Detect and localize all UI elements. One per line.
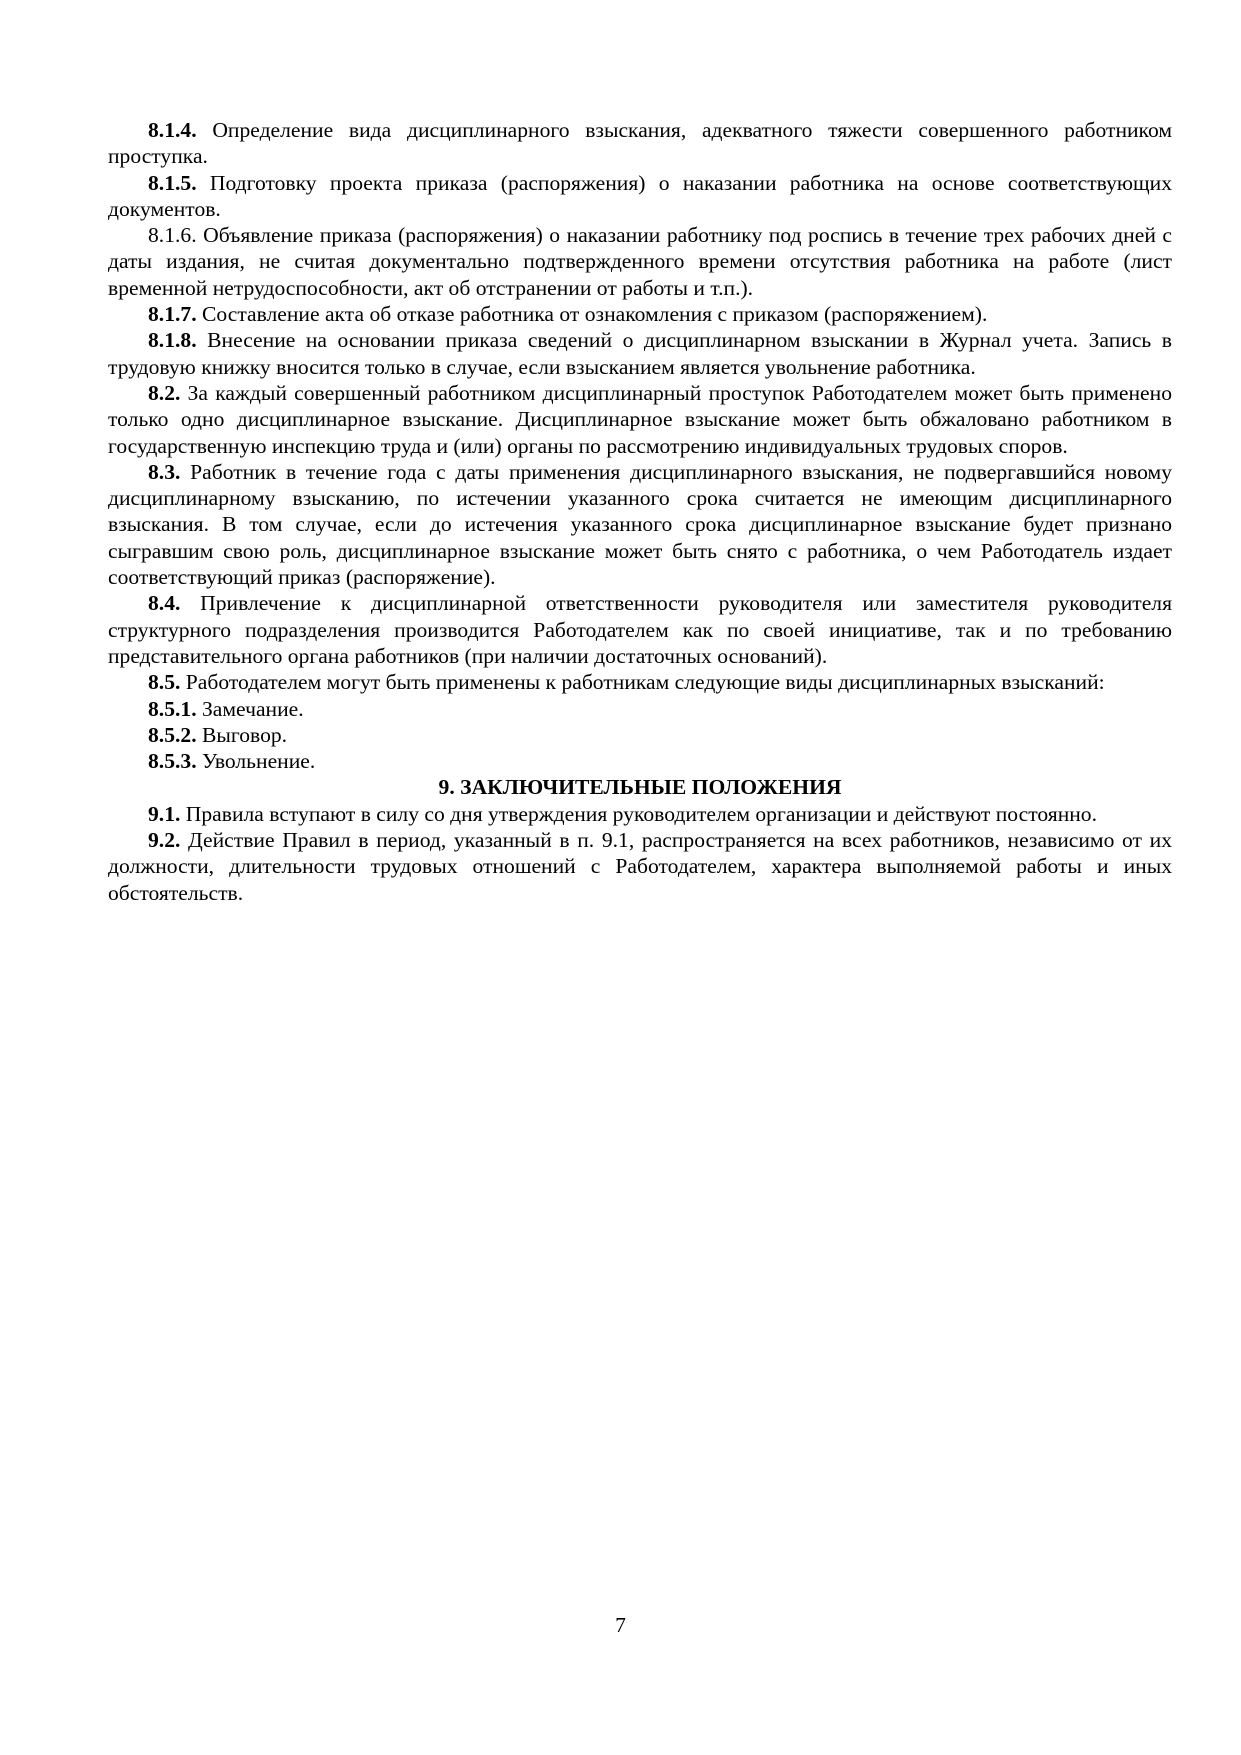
clause-text: Внесение на основании приказа сведений о дисциплинарном взыскании в Журнал учета. Запись в трудовую книжку вносится только в случае, если взысканием является увольнение работника.: [108, 328, 1172, 379]
paragraph-8-2: [108, 380, 1172, 459]
clause-number: 8.5.3.: [148, 749, 197, 774]
paragraph-8-1-5: [108, 170, 1172, 223]
paragraph-9-2: [108, 827, 1172, 906]
clause-text: Замечание.: [196, 696, 304, 721]
paragraph-8-5: [108, 669, 1172, 695]
paragraph-8-5-2: [108, 722, 1172, 748]
clause-number: 8.1.8.: [148, 328, 197, 353]
paragraph-8-1-7: [108, 301, 1172, 327]
clause-number: 8.1.7.: [148, 302, 197, 327]
clause-number: 8.5.1.: [148, 696, 197, 721]
clause-text: Выговор.: [196, 722, 288, 747]
clause-number: 8.3.: [148, 459, 181, 484]
clause-text: Правила вступают в силу со дня утверждения руководителем организации и действуют постоянно.: [180, 801, 1098, 826]
paragraph-8-1-8: [108, 327, 1172, 380]
clause-number: 9.2.: [148, 828, 181, 853]
clause-text: Увольнение.: [196, 749, 316, 774]
clause-text: Привлечение к дисциплинарной ответственности руководителя или заместителя руководителя структурного подразделения производится Работодателем как по своей инициативе, так и по требованию представительного органа работников (при наличии достаточных оснований).: [108, 591, 1172, 668]
clause-text: Работник в течение года с даты применения дисциплинарного взыскания, не подвергавшийся новому дисциплинарному взысканию, по истечении указанного срока считается не имеющим дисциплинарного взыскания. В том случае, если до истечения указанного срока дисциплинарное взыскание будет признано сыгравшим свою роль, дисциплинарное взыскание может быть снято с работника, о чем Работодатель издает соответствующий приказ (распоряжение).: [108, 459, 1172, 590]
paragraph-9-1: [108, 801, 1172, 827]
clause-number: 8.2.: [148, 380, 181, 405]
section-heading: 9. ЗАКЛЮЧИТЕЛЬНЫЕ ПОЛОЖЕНИЯ: [438, 775, 842, 800]
paragraph-8-5-1: [108, 696, 1172, 722]
clause-number: 8.5.2.: [148, 722, 197, 747]
paragraph-8-3: [108, 459, 1172, 590]
paragraph-8-1-6: [108, 222, 1172, 301]
clause-text: За каждый совершенный работником дисциплинарный проступок Работодателем может быть применено только одно дисциплинарное взыскание. Дисциплинарное взыскание может быть обжаловано работником в государственную инспекцию труда и (или) органы по рассмотрению индивидуальных трудовых споров.: [108, 380, 1172, 458]
page-number: 7: [615, 1613, 626, 1637]
clause-number: 8.1.6.: [148, 223, 197, 248]
clause-text: Действие Правил в период, указанный в п. 9.1, распространяется на всех работников, независимо от их должности, длительности трудовых отношений с Работодателем, характера выполняемой работы и иных обстоятельств.: [108, 828, 1172, 905]
clause-number: 8.4.: [148, 591, 181, 616]
clause-number: 8.1.5.: [148, 170, 197, 195]
clause-number: 8.5.: [148, 670, 181, 695]
clause-text: Работодателем могут быть применены к работникам следующие виды дисциплинарных взысканий:: [180, 670, 1105, 695]
paragraph-8-5-3: [108, 748, 1172, 774]
clause-text: Объявление приказа (распоряжения) о наказании работнику под роспись в течение трех рабочих дней с даты издания, не считая документально подтвержденного времени отсутствия работника на работе (лист временной нетрудоспособности, акт об отстранении от работы и т.п.).: [108, 223, 1172, 300]
paragraph-8-1-4: [108, 117, 1172, 170]
clause-text: Подготовку проекта приказа (распоряжения) о наказании работника на основе соответствующих документов.: [108, 170, 1172, 221]
clause-number: 9.1.: [148, 801, 181, 826]
clause-text: Составление акта об отказе работника от ознакомления с приказом (распоряжением).: [196, 302, 988, 327]
paragraph-8-4: [108, 590, 1172, 669]
clause-text: Определение вида дисциплинарного взыскания, адекватного тяжести совершенного работником проступка.: [108, 118, 1172, 169]
clause-number: 8.1.4.: [148, 118, 197, 142]
document-page: [108, 117, 1172, 906]
